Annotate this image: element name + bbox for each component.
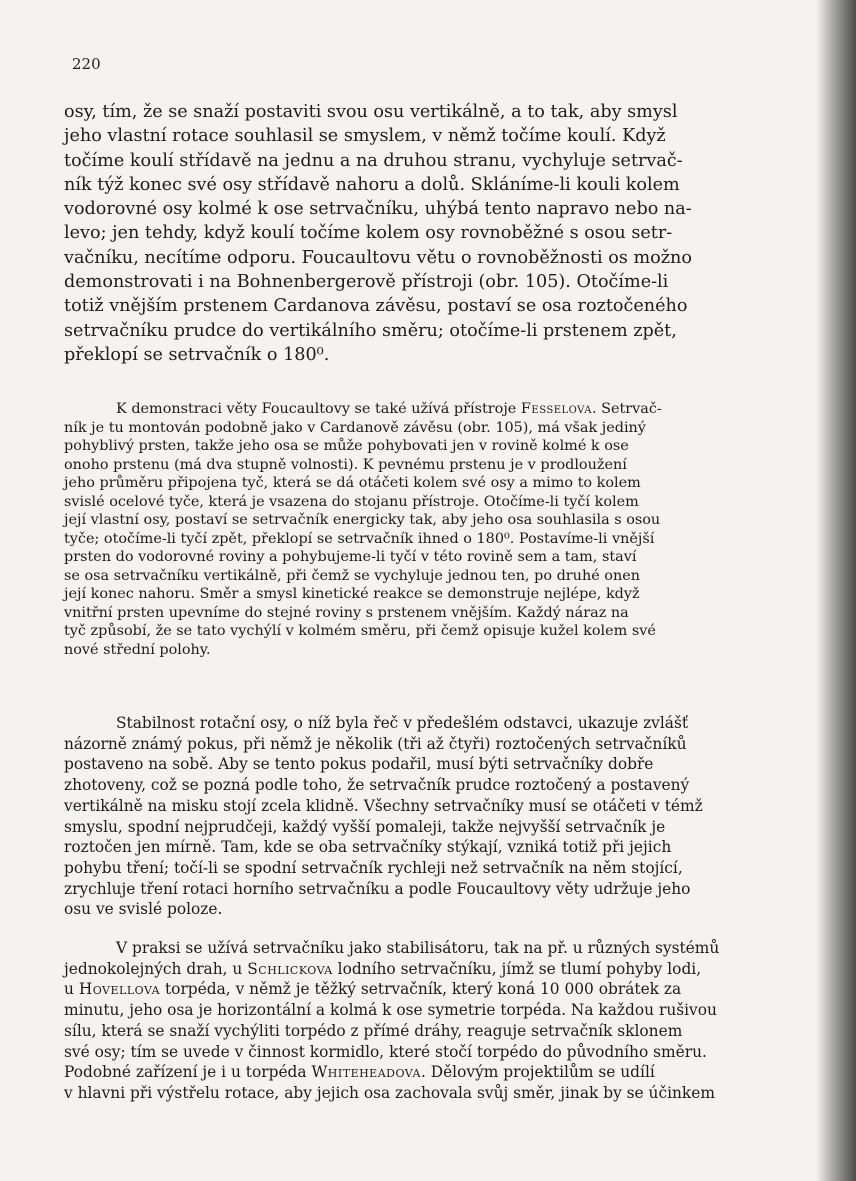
text-line: osu ve svislé poloze. — [64, 900, 223, 919]
text-line: ník je tu montován podobně jako v Cardanově závěsu (obr. 105), má však jediný — [64, 419, 646, 436]
text-line: totiž vnějším prstenem Cardanova závěsu, postaví se osa roztočeného — [64, 296, 688, 317]
text-line: tyče; otočíme-li tyčí zpět, překlopí se setrvačník ihned o 180⁰. Postavíme-li vnější — [64, 530, 655, 547]
text-segment: Podobné zařízení je i u torpéda — [64, 1063, 312, 1082]
text-line: názorně známý pokus, při němž je několik (tři až čtyři) roztočených setrvačníků — [64, 734, 687, 753]
text-line: V praksi se užívá setrvačníku jako stabilisátoru, tak na př. u různých systémů — [116, 939, 720, 957]
text-line: točíme koulí střídavě na jednu a na druhou stranu, vychyluje setrvač- — [64, 150, 683, 171]
text-line: sílu, která se snaží vychýliti torpédo z přímé dráhy, reaguje setrvačník sklonem — [64, 1021, 683, 1040]
page-number: 220 — [72, 55, 101, 73]
text-segment: lodního setrvačníku, jímž se tlumí pohyby lodi, — [332, 959, 702, 978]
text-line: demonstrovati i na Bohnenbergerově přístroji (obr. 105). Otočíme-li — [64, 272, 669, 293]
text-line: minutu, jeho osa je horizontální a kolmá k ose symetrie torpéda. Na každou rušivou — [64, 1001, 717, 1020]
text-line: tyč způsobí, že se tato vychýlí v kolmém směru, při čemž opisuje kužel kolem své — [64, 623, 656, 639]
text-line: zrychluje tření rotaci horního setrvačníku a podle Foucaultovy věty udržuje jeho — [64, 879, 691, 898]
text-line: setrvačníku prudce do vertikálního směru; otočíme-li prstenem zpět, — [64, 320, 677, 341]
text-line: její konec nahoru. Směr a smysl kinetické reakce se demonstruje nejlépe, když — [64, 586, 640, 602]
text-line: onoho prstenu (má dva stupně volnosti). K pevnému prstenu je v prodloužení — [64, 456, 627, 473]
text-line — [64, 959, 764, 980]
text-line: vodorovné osy kolmé k ose setrvačníku, uhýbá tento napravo nebo na- — [64, 199, 692, 220]
text-line: překlopí se setrvačník o 180⁰. — [64, 344, 330, 365]
text-line: levo; jen tehdy, když koulí točíme kolem osy rovnoběžné s osou setr- — [64, 223, 673, 244]
text-line: ník týž konec své osy střídavě nahoru a dolů. Skláníme-li kouli kolem — [64, 174, 680, 195]
person-name: Schlickova — [247, 959, 333, 978]
text-line: vertikálně na misku stojí zcela klidně. Všechny setrvačníky musí se otáčeti v témž — [64, 796, 703, 815]
person-name: Whiteheadova — [311, 1063, 421, 1082]
paragraph-4 — [64, 938, 764, 1104]
text-line: nové střední polohy. — [64, 641, 211, 658]
text-line: své osy; tím se uvede v činnost kormidlo, které stočí torpédo do původního směru. — [64, 1042, 707, 1061]
text-line: pohyblivý prsten, takže jeho osa se může pohybovati jen v rovině kolmé k ose — [64, 438, 629, 454]
text-line: v hlavni při výstřelu rotace, aby jejich osa zachovala svůj směr, jinak by se účinkem — [64, 1083, 715, 1102]
paragraph-2 — [64, 400, 764, 659]
binding-shadow — [816, 0, 856, 1181]
person-name: Fesselova — [520, 401, 592, 417]
text-line: vačníku, necítíme odporu. Foucaultovu větu o rovnoběžnosti os možno — [64, 247, 692, 268]
text-line: její vlastní osy, postaví se setrvačník energicky tak, aby jeho osa souhlasila s osou — [64, 512, 661, 528]
text-line: roztočen jen mírně. Tam, kde se oba setrvačníky stýkají, vzniká totiž při jejich — [64, 838, 672, 857]
person-name: Hovellova — [78, 980, 161, 999]
text-line: postaveno na sobě. Aby se tento pokus podařil, musí býti setrvačníky dobře — [64, 755, 654, 774]
text-segment: torpéda, v němž je těžký setrvačník, který koná 10 000 obrátek za — [160, 980, 682, 999]
text-line: smyslu, spodní nejprudčeji, každý vyšší pomaleji, takže nejvyšší setrvačník je — [64, 817, 666, 836]
paragraph-3 — [64, 713, 764, 920]
text-line: se osa setrvačníku vertikálně, při čemž se vychyluje jednou ten, po druhé onen — [64, 567, 641, 584]
text-line — [64, 979, 764, 1000]
text-line: svislé ocelové tyče, která je vsazena do stojanu přístroje. Otočíme-li tyčí kolem — [64, 493, 639, 510]
text-line: osy, tím, že se snaží postaviti svou osu vertikálně, a to tak, aby smysl — [64, 102, 678, 122]
text-line: Stabilnost rotační osy, o níž byla řeč v předešlém odstavci, ukazuje zvlášť — [116, 714, 689, 732]
text-segment: K demonstraci věty Foucaultovy se také užívá přístroje — [116, 401, 521, 417]
text-segment: . Dělovým projektilům se udílí — [420, 1063, 655, 1082]
paragraph-1 — [64, 100, 764, 367]
text-line: vnitřní prsten upevníme do stejné roviny s prstenem vnějším. Každý náraz na — [64, 604, 629, 621]
text-segment: jednokolejných drah, u — [64, 959, 248, 978]
text-segment: . Setrvač- — [591, 401, 662, 417]
text-line: jeho průměru připojena tyč, která se dá otáčeti kolem své osy a mimo to kolem — [64, 475, 641, 491]
text-segment: u — [64, 980, 79, 999]
text-line: zhotoveny, což se pozná podle toho, že setrvačník prudce roztočený a postavený — [64, 776, 690, 795]
text-line: jeho vlastní rotace souhlasil se smyslem, v němž točíme koulí. Když — [64, 126, 666, 147]
text-line — [64, 400, 764, 419]
text-line: pohybu tření; točí-li se spodní setrvačník rychleji než setrvačník na něm stojící, — [64, 858, 683, 877]
text-line — [64, 1062, 764, 1083]
text-line: prsten do vodorovné roviny a pohybujeme-li tyčí v této rovině sem a tam, staví — [64, 549, 637, 565]
